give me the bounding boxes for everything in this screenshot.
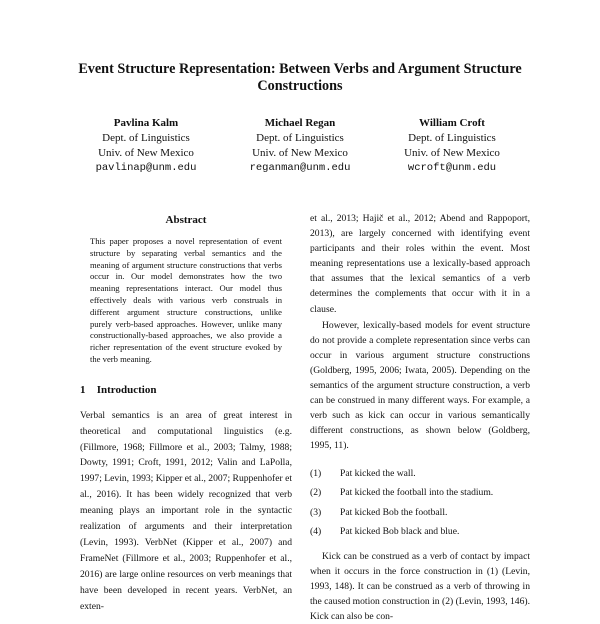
example-item <box>310 464 530 484</box>
example-list <box>310 464 530 542</box>
example-number: (1) <box>310 467 322 479</box>
section-title: Introduction <box>96 383 157 396</box>
author-block-1 <box>61 116 231 176</box>
author-block-2 <box>215 116 385 176</box>
right-paragraph-3: Kick can be construed as a verb of contact by impact when it occurs in the force construction in (1) (Levin, 1993, 148). It can be construed as a verb of throwing in the caused motion construction in (2) (Levin, 1993, 146). Kick can also be con- <box>310 550 530 622</box>
author-name: Michael Regan <box>264 117 336 129</box>
abstract-text: This paper proposes a novel representation of event structure by separating verbal semantics and the meaning of argument structure constructions that verbs occur in. Our model demonstrates how the two meaning representations interact. Our model thus effectively deals with various verb construals in different argument structure constructions, unlike purely verb-based approaches. However, unlike many constructionally-based approaches, we also provide a richer representation of the event structure evoked by the verb meaning. <box>90 236 282 364</box>
author-email: reganman@unm.edu <box>249 162 351 174</box>
example-number: (2) <box>310 487 322 498</box>
section-number: 1 <box>80 383 86 396</box>
author-dept: Dept. of Linguistics <box>256 132 344 144</box>
paper-title: Event Structure Representation: Between Verbs and Argument Structure Constructions <box>78 61 522 94</box>
example-item <box>310 483 530 503</box>
right-paragraph-1: et al., 2013; Hajič et al., 2012; Abend and Rappoport, 2013), are largely concerned with identifying event participants and their roles within the event. Most meaning representations use a lexically-based approach that assumes that the lexical semantics of a verb determines the complements that occur with it in a clause. <box>310 213 530 315</box>
example-number: (4) <box>310 526 322 537</box>
left-column <box>80 200 292 615</box>
example-number: (3) <box>310 506 322 518</box>
author-email: pavlinap@unm.edu <box>95 162 197 174</box>
author-univ: Univ. of New Mexico <box>98 147 194 159</box>
section-heading <box>80 384 292 396</box>
right-column <box>310 211 530 624</box>
example-text: Pat kicked the wall. <box>340 467 416 479</box>
author-email: wcroft@unm.edu <box>407 162 497 174</box>
example-text: Pat kicked Bob black and blue. <box>340 526 460 537</box>
intro-paragraph: Verbal semantics is an area of great interest in theoretical and computational linguistics (e.g. (Fillmore, 1968; Fillmore et al., 2003; Talmy, 1988; Dowty, 1991; Croft, 1991, 2012; Valin and LaPolla, 1997; Levin, 1993; Kipper et al., 2007; Ruppenhofer et al., 2016). It has been widely recognized that verb meaning plays an important role in the syntactic realization of arguments and their interpretation (Levin, 1993). VerbNet (Kipper et al., 2007) and FrameNet (Fillmore et al., 2003; Ruppenhofer et al., 2016) are large online resources on verb meanings that have been developed in recent years. VerbNet, an exten- <box>80 409 292 612</box>
author-block-3 <box>367 116 537 176</box>
author-dept: Dept. of Linguistics <box>102 132 190 144</box>
author-name: Pavlina Kalm <box>113 117 179 129</box>
example-text: Pat kicked the football into the stadium. <box>340 487 494 498</box>
author-univ: Univ. of New Mexico <box>404 147 500 159</box>
example-text: Pat kicked Bob the football. <box>340 506 448 518</box>
example-item <box>310 522 530 542</box>
abstract-heading: Abstract <box>165 214 207 226</box>
author-dept: Dept. of Linguistics <box>408 132 496 144</box>
author-univ: Univ. of New Mexico <box>252 147 348 159</box>
example-item <box>310 503 530 523</box>
author-name: William Croft <box>419 117 485 129</box>
right-paragraph-2: However, lexically-based models for event structure do not provide a complete representation since verbs can occur in various argument structure constructions (Goldberg, 1995, 2006; Iwata, 2005). Depending on the semantics of the argument structure construction, a verb can be construed in many different ways. For example, a verb such as kick can occur in various semantically different constructions, as shown below (Goldberg, 1995, 11). <box>310 319 530 452</box>
